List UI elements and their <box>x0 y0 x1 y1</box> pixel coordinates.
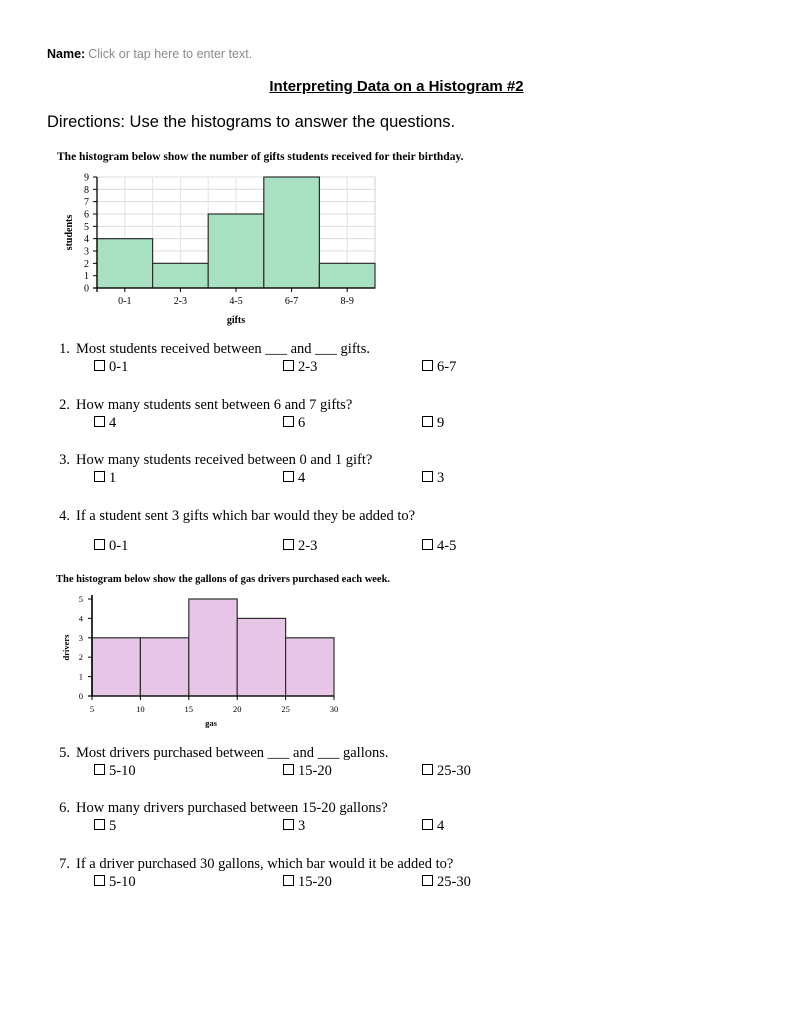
answer-option[interactable] <box>422 359 456 376</box>
chart2-y-tick-label: 2 <box>78 652 83 663</box>
option-label: 5-10 <box>109 874 136 890</box>
chart1-x-tick-label: 8-9 <box>340 296 354 307</box>
checkbox[interactable] <box>94 819 105 830</box>
gifts-histogram <box>50 165 390 335</box>
chart2-x-axis-label: gas <box>205 718 217 728</box>
answer-option[interactable] <box>94 470 116 487</box>
question-text: How many drivers purchased between 15-20 gallons? <box>76 800 388 816</box>
chart1-bar <box>153 263 209 288</box>
checkbox[interactable] <box>422 764 433 775</box>
answer-option[interactable] <box>94 818 116 835</box>
chart2-y-tick-label: 0 <box>78 691 83 701</box>
chart2-bar <box>286 638 334 696</box>
chart1-x-tick-label: 0-1 <box>118 296 132 307</box>
gas-histogram <box>50 588 350 733</box>
option-label: 15-20 <box>298 874 332 890</box>
chart2-y-tick-label: 1 <box>78 671 83 682</box>
chart1-y-tick-label: 9 <box>84 172 89 184</box>
chart1-y-tick-label: 8 <box>84 184 89 196</box>
answer-option[interactable] <box>94 359 128 376</box>
chart2-bar <box>140 638 188 696</box>
chart1-x-axis-label: gifts <box>226 315 246 326</box>
chart2-x-tick-label: 20 <box>232 704 242 714</box>
chart1-bar <box>319 263 375 288</box>
question-text: How many students sent between 6 and 7 gifts? <box>76 397 353 413</box>
chart2-y-axis-label: drivers <box>61 634 71 661</box>
name-input[interactable]: Click or tap here to enter text. <box>88 47 253 61</box>
chart1-x-tick-label: 4-5 <box>229 296 243 307</box>
page-title: Interpreting Data on a Histogram #2 <box>269 78 524 95</box>
answer-option[interactable] <box>283 470 305 487</box>
checkbox[interactable] <box>422 539 433 550</box>
chart1-y-tick-label: 3 <box>84 246 89 258</box>
option-label: 2-3 <box>298 538 318 554</box>
chart1-y-tick-label: 0 <box>84 283 89 295</box>
chart1-y-tick-label: 1 <box>84 271 89 283</box>
chart1-bar <box>264 177 320 288</box>
option-label: 25-30 <box>437 763 471 779</box>
checkbox[interactable] <box>422 471 433 482</box>
question-number: 7. <box>59 856 70 872</box>
checkbox[interactable] <box>283 539 294 550</box>
answer-option[interactable] <box>94 874 136 891</box>
checkbox[interactable] <box>422 819 433 830</box>
checkbox[interactable] <box>283 875 294 886</box>
checkbox[interactable] <box>283 471 294 482</box>
checkbox[interactable] <box>94 360 105 371</box>
answer-option[interactable] <box>283 538 317 555</box>
question-number: 5. <box>59 745 70 761</box>
option-label: 5 <box>109 818 117 834</box>
option-label: 4 <box>109 415 117 431</box>
chart1-y-axis-label: students <box>64 214 75 251</box>
chart2-bar <box>92 638 140 696</box>
chart2-y-tick-label: 5 <box>78 594 83 604</box>
option-label: 3 <box>298 818 306 834</box>
chart2-x-tick-label: 25 <box>281 704 290 714</box>
checkbox[interactable] <box>283 819 294 830</box>
question-number: 1. <box>59 341 70 357</box>
option-label: 6-7 <box>437 359 457 375</box>
answer-option[interactable] <box>283 763 332 780</box>
question-number: 4. <box>59 508 70 524</box>
name-label: Name: <box>47 47 86 61</box>
checkbox[interactable] <box>422 416 433 427</box>
option-label: 15-20 <box>298 763 332 779</box>
chart2-bar <box>189 599 237 696</box>
checkbox[interactable] <box>283 360 294 371</box>
checkbox[interactable] <box>94 416 105 427</box>
answer-option[interactable] <box>422 874 471 891</box>
answer-option[interactable] <box>94 415 116 432</box>
chart1-x-tick-label: 2-3 <box>173 296 188 307</box>
answer-option[interactable] <box>94 538 128 555</box>
checkbox[interactable] <box>94 875 105 886</box>
chart1-x-tick-label: 6-7 <box>284 296 299 307</box>
checkbox[interactable] <box>94 471 105 482</box>
chart1-bar <box>97 239 153 288</box>
chart1-title: The histogram below show the number of gifts students received for their birthday. <box>57 151 464 163</box>
answer-option[interactable] <box>422 415 444 432</box>
chart1-y-tick-label: 7 <box>84 197 89 209</box>
option-label: 6 <box>298 415 306 431</box>
question-number: 3. <box>59 452 70 468</box>
answer-option[interactable] <box>422 818 444 835</box>
question-number: 6. <box>59 800 70 816</box>
option-label: 0-1 <box>109 538 129 554</box>
chart2-x-tick-label: 5 <box>89 704 95 714</box>
answer-option[interactable] <box>422 763 471 780</box>
chart1-y-tick-label: 6 <box>84 209 89 221</box>
chart1-bar <box>208 214 264 288</box>
chart2-y-tick-label: 3 <box>78 632 83 643</box>
question-text: If a driver purchased 30 gallons, which bar would it be added to? <box>76 856 454 872</box>
option-label: 3 <box>437 470 445 486</box>
chart2-x-tick-label: 15 <box>184 704 194 714</box>
checkbox[interactable] <box>283 416 294 427</box>
chart1-y-tick-label: 2 <box>84 258 89 270</box>
question-text: Most students received between ___ and ___ gifts. <box>76 341 370 357</box>
answer-option[interactable] <box>283 359 317 376</box>
option-label: 9 <box>437 415 445 431</box>
option-label: 0-1 <box>109 359 129 375</box>
checkbox[interactable] <box>94 539 105 550</box>
answer-option[interactable] <box>94 763 136 780</box>
answer-option[interactable] <box>283 818 305 835</box>
answer-option[interactable] <box>283 415 305 432</box>
directions-text: Directions: Use the histograms to answer the questions. <box>47 113 456 131</box>
chart2-title: The histogram below show the gallons of gas drivers purchased each week. <box>56 574 391 585</box>
chart2-bar <box>237 618 285 696</box>
question-number: 2. <box>59 397 70 413</box>
option-label: 25-30 <box>437 874 471 890</box>
question-text: Most drivers purchased between ___ and ___ gallons. <box>76 745 389 761</box>
option-label: 2-3 <box>298 359 318 375</box>
checkbox[interactable] <box>422 875 433 886</box>
chart1-y-tick-label: 5 <box>84 221 89 233</box>
chart2-x-tick-label: 30 <box>329 704 339 714</box>
checkbox[interactable] <box>94 764 105 775</box>
option-label: 4 <box>437 818 445 834</box>
option-label: 1 <box>109 470 117 486</box>
name-row <box>47 47 252 61</box>
question-text: How many students received between 0 and 1 gift? <box>76 452 373 468</box>
option-label: 5-10 <box>109 763 136 779</box>
checkbox[interactable] <box>422 360 433 371</box>
option-label: 4-5 <box>437 538 457 554</box>
answer-option[interactable] <box>422 538 456 555</box>
answer-option[interactable] <box>422 470 444 487</box>
answer-option[interactable] <box>283 874 332 891</box>
question-text: If a student sent 3 gifts which bar would they be added to? <box>76 508 416 524</box>
checkbox[interactable] <box>283 764 294 775</box>
chart2-x-tick-label: 10 <box>136 704 145 714</box>
chart1-y-tick-label: 4 <box>84 234 89 246</box>
option-label: 4 <box>298 470 306 486</box>
chart2-y-tick-label: 4 <box>78 613 83 624</box>
